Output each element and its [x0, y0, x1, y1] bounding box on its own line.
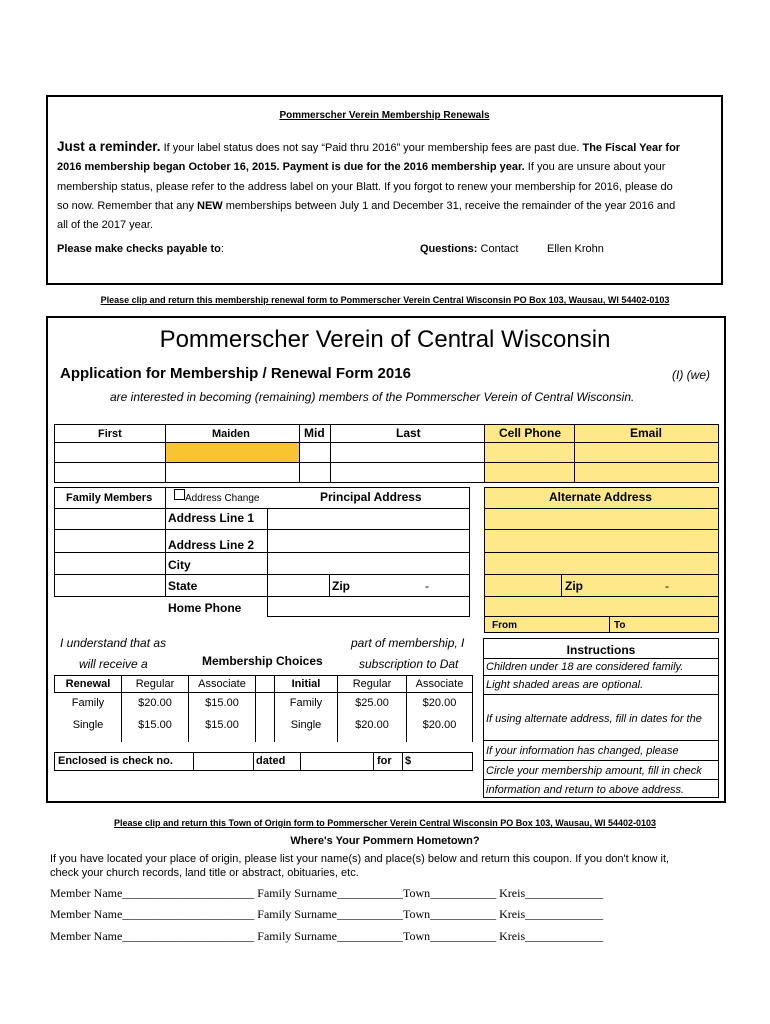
state-label: State [168, 579, 198, 593]
last-name-input-2[interactable] [330, 462, 485, 483]
family-initial-associate[interactable]: $20.00 [422, 697, 457, 709]
family-renewal-regular[interactable]: $20.00 [138, 697, 172, 709]
form-title: Pommerscher Verein of Central Wisconsin [159, 326, 611, 353]
initial-header: Initial [291, 678, 321, 690]
single-renewal-regular[interactable]: $15.00 [138, 719, 172, 731]
family-member-input-3[interactable] [54, 552, 166, 575]
single-renewal-associate[interactable]: $15.00 [205, 719, 239, 731]
remember-text: so now. Remember that any [57, 199, 194, 212]
dollar-sign: $ [405, 755, 412, 767]
alt-state-input[interactable] [484, 574, 562, 597]
mid-name-input-1[interactable] [299, 442, 331, 463]
first-name-input-2[interactable] [54, 462, 166, 483]
checks-payable [57, 243, 224, 255]
instruction-5: Circle your membership amount, fill in check [486, 765, 702, 777]
between-text: memberships between July 1 and December 31, receive the remainder of the year 2016 and [225, 199, 676, 212]
last-name-input-1[interactable] [330, 442, 485, 463]
membership-choices-label: Membership Choices [202, 654, 323, 668]
family-renewal-label: Family [71, 697, 105, 709]
family-members-label: Family Members [66, 492, 153, 504]
clip-instruction-2: Please clip and return this Town of Origin form to Pommerscher Verein Central Wisconsin PO Box 103, Wausau, WI 54402-0103 [113, 818, 657, 828]
first-name-input-1[interactable] [54, 442, 166, 463]
family-initial-label: Family [289, 697, 323, 709]
last-header: Last [396, 426, 421, 440]
regular-header-1: Regular [135, 678, 175, 690]
address-line2-input[interactable] [267, 529, 470, 553]
receive-text-b: subscription to Dat [359, 657, 459, 671]
member-row-2[interactable]: Member Name______________________ Family Surname___________Town___________ Kreis_____________ [50, 907, 604, 921]
single-initial-regular[interactable]: $20.00 [355, 719, 389, 731]
hometown-text-1: If you have located your place of origin, please list your name(s) and place(s) below and return this coupon. If you don't know it, [50, 853, 670, 865]
instruction-6: information and return to above address. [486, 784, 685, 796]
zip-label: Zip [332, 579, 350, 593]
regular-header-2: Regular [352, 678, 392, 690]
address-line1-input[interactable] [267, 508, 470, 530]
table-gap-cell [255, 675, 275, 693]
instructions-divider [483, 694, 719, 695]
cell-phone-header: Cell Phone [499, 426, 562, 440]
renewal-header: Renewal [65, 678, 111, 690]
instruction-4: If your information has changed, please [486, 745, 679, 757]
hometown-text-2: check your church records, land title or abstract, obituaries, etc. [50, 867, 359, 879]
date-input[interactable] [300, 752, 374, 771]
family-member-input-1[interactable] [54, 508, 166, 530]
for-label: for [377, 755, 392, 767]
from-label: From [492, 620, 517, 631]
i-we-label: (I) (we) [672, 368, 710, 382]
instructions-divider [483, 760, 719, 761]
address-line1-label: Address Line 1 [168, 511, 255, 525]
table-divider [188, 692, 189, 742]
interest-line: are interested in becoming (remaining) members of the Pommerscher Verein of Central Wisconsin. [110, 390, 635, 404]
hometown-title: Where's Your Pommern Hometown? [290, 835, 480, 847]
alt-to-input[interactable] [609, 616, 719, 633]
enclosed-label: Enclosed is check no. [58, 755, 173, 767]
receive-text-a: will receive a [79, 657, 148, 671]
member-row-3[interactable]: Member Name______________________ Family Surname___________Town___________ Kreis_____________ [50, 929, 604, 943]
single-renewal-label: Single [72, 719, 104, 731]
reminder-text-1: If your label status does not say “Paid thru 2016” your membership fees are past due. [163, 142, 580, 154]
mid-header: Mid [304, 426, 325, 440]
alt-blank-input[interactable] [484, 596, 719, 617]
email-input-1[interactable] [574, 442, 719, 463]
city-input[interactable] [267, 552, 470, 575]
instructions-divider [483, 779, 719, 780]
alt-zip-label: Zip [565, 579, 583, 593]
family-member-input-2[interactable] [54, 529, 166, 553]
understand-text-a: I understand that as [60, 636, 167, 650]
family-member-input-4[interactable] [54, 574, 166, 597]
zip-dash: - [425, 579, 429, 593]
questions-contact: Contact [480, 243, 519, 255]
family-renewal-associate[interactable]: $15.00 [205, 697, 239, 709]
unsure-text: If you are unsure about your [527, 161, 666, 174]
home-phone-label: Home Phone [168, 601, 242, 615]
status-text: membership status, please refer to the address label on your Blatt. If you forgot to renew your membership for 2016, please do [57, 180, 673, 193]
table-divider [274, 692, 275, 742]
instructions-divider [483, 675, 719, 676]
renewal-paragraph [57, 137, 717, 235]
table-divider [472, 692, 473, 742]
table-divider [255, 692, 256, 742]
instruction-3: If using alternate address, fill in dates for the [486, 713, 702, 725]
table-divider [121, 692, 122, 742]
instructions-divider [483, 658, 719, 659]
associate-header-2: Associate [415, 678, 464, 690]
amount-input[interactable] [402, 752, 473, 771]
zip-input[interactable] [329, 574, 470, 597]
alt-zip-input[interactable] [561, 574, 719, 597]
understand-text-b: part of membership, I [351, 636, 465, 650]
email-header: Email [630, 426, 663, 440]
membership-began-text: 2016 membership began October 16, 2015. Payment is due for the 2016 membership year. [57, 161, 525, 174]
address-change-label: Address Change [185, 493, 260, 504]
alternate-address-label: Alternate Address [549, 490, 652, 504]
questions-label: Questions: [420, 243, 478, 255]
table-divider [337, 692, 338, 742]
home-phone-input[interactable] [267, 596, 470, 617]
alt-address-line1-input[interactable] [484, 508, 719, 530]
reminder-label: Just a reminder. [57, 139, 161, 154]
email-input-2[interactable] [574, 462, 719, 483]
questions [420, 243, 518, 255]
address-change-checkbox[interactable] [174, 489, 185, 500]
form-subtitle: Application for Membership / Renewal Form 2016 [60, 365, 411, 382]
maiden-header: Maiden [212, 428, 250, 440]
address-line2-label: Address Line 2 [168, 538, 255, 552]
alt-city-input[interactable] [484, 552, 719, 575]
all-2017-text: all of the 2017 year. [57, 219, 154, 232]
instruction-1: Children under 18 are considered family. [486, 661, 684, 673]
checks-label: Please make checks payable to [57, 243, 221, 255]
instructions-divider [483, 740, 719, 741]
single-initial-associate[interactable]: $20.00 [422, 719, 457, 731]
state-input[interactable] [267, 574, 330, 597]
alt-address-line2-input[interactable] [484, 529, 719, 553]
first-header: First [98, 428, 122, 440]
contact-name: Ellen Krohn [547, 243, 604, 255]
alt-zip-dash: - [665, 579, 669, 593]
instruction-2: Light shaded areas are optional. [486, 679, 644, 691]
table-divider [406, 692, 407, 742]
clip-instruction-1: Please clip and return this membership renewal form to Pommerscher Verein Central Wisconsin PO Box 103, Wausau, WI 54402-0103 [100, 295, 670, 305]
member-row-1[interactable]: Member Name______________________ Family Surname___________Town___________ Kreis_____________ [50, 886, 604, 900]
mid-name-input-2[interactable] [299, 462, 331, 483]
principal-address-label: Principal Address [320, 490, 422, 504]
dated-label: dated [256, 755, 286, 767]
fiscal-year-text: The Fiscal Year for [582, 142, 681, 154]
new-text: NEW [197, 199, 223, 212]
cell-phone-input-2[interactable] [484, 462, 575, 483]
city-label: City [168, 558, 191, 572]
checks-colon: : [220, 243, 224, 255]
cell-phone-input-1[interactable] [484, 442, 575, 463]
check-number-input[interactable] [193, 752, 254, 771]
maiden-name-input-2[interactable] [165, 462, 300, 483]
maiden-name-input-1[interactable] [165, 442, 300, 463]
associate-header-1: Associate [198, 678, 246, 690]
instructions-title: Instructions [566, 643, 636, 657]
renewal-heading: Pommerscher Verein Membership Renewals [279, 110, 490, 121]
single-initial-label: Single [290, 719, 322, 731]
renewal-notice-box [46, 95, 723, 285]
family-initial-regular[interactable]: $25.00 [355, 697, 389, 709]
to-label: To [614, 620, 626, 631]
